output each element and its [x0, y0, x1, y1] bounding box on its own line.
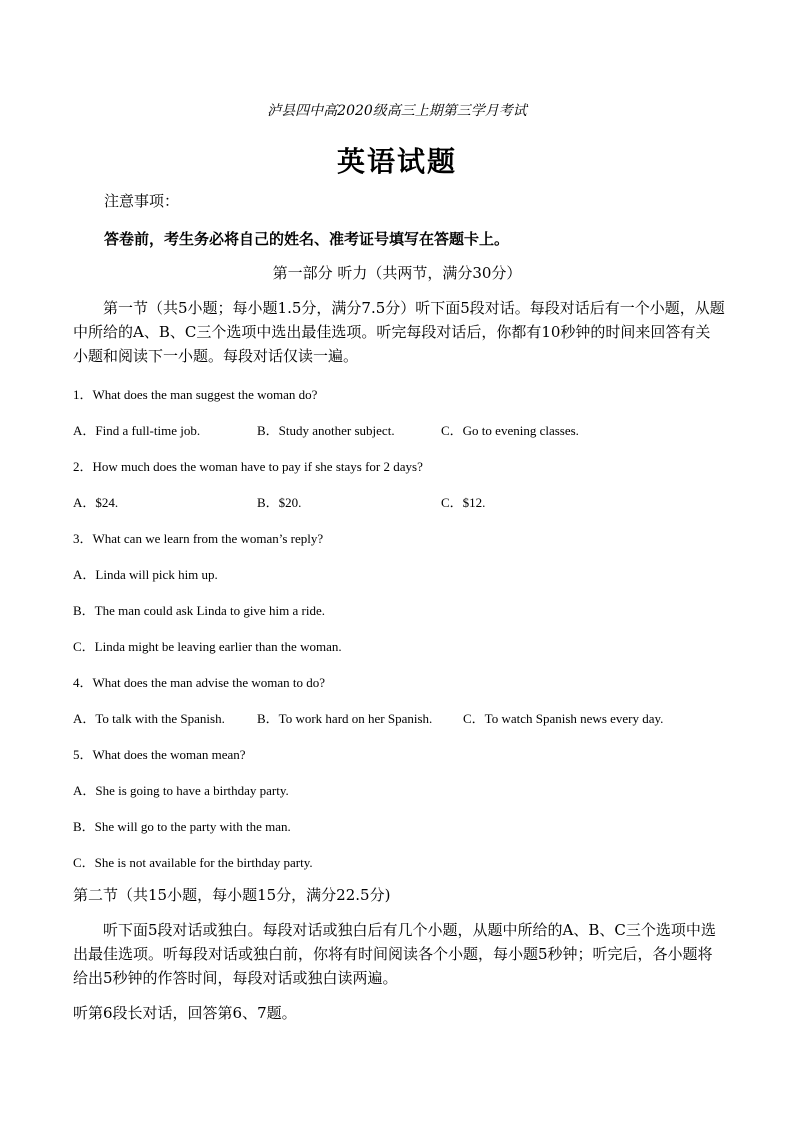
question-4-option-b[interactable]: B．To work hard on her Spanish. [257, 711, 433, 726]
exam-title: 英语试题 [336, 145, 457, 178]
question-2-stem: 2．How much does the woman have to pay if she stays for 2 days? [73, 459, 423, 474]
question-3-option-c[interactable]: C．Linda might be leaving earlier than the woman. [73, 639, 342, 654]
question-4-option-c[interactable]: C．To watch Spanish news every day. [463, 711, 664, 726]
question-5-option-a[interactable]: A．She is going to have a birthday party. [73, 783, 289, 798]
section1-intro: 第一节（共5小题；每小题1.5分，满分7.5分）听下面5段对话。每段对话后有一个小题，从题中所给的A、B、C三个选项中选出最佳选项。听完每段对话后，你都有10秒钟的时间来回答有关小题和阅读下一小题。每段对话仅读一遍。 [73, 299, 725, 365]
question-4-option-a[interactable]: A．To talk with the Spanish. [73, 711, 225, 726]
question-1-option-b[interactable]: B．Study another subject. [257, 423, 395, 438]
question-3-option-a[interactable]: A．Linda will pick him up. [73, 567, 218, 582]
exam-subtitle: 泸县四中高2020级高三上期第三学月考试 [267, 103, 527, 119]
question-3-option-b[interactable]: B．The man could ask Linda to give him a ride. [73, 603, 325, 618]
question-4-stem: 4．What does the man advise the woman to do? [73, 675, 325, 690]
question-5-option-b[interactable]: B．She will go to the party with the man. [73, 819, 291, 834]
question-2-option-c[interactable]: C．$12. [441, 495, 486, 510]
question-3-stem: 3．What can we learn from the woman’s reply? [73, 531, 324, 546]
part1-heading: 第一部分 听力（共两节，满分30分） [272, 264, 522, 282]
question-1-option-a[interactable]: A．Find a full-time job. [73, 423, 201, 438]
section2-intro: 听下面5段对话或独白。每段对话或独白后有几个小题，从题中所给的A、B、C三个选项中选出最佳选项。听每段对话或独白前，你将有时间阅读各个小题，每小题5秒钟；听完后，各小题将给出5秒钟的作答时间，每段对话或独白读两遍。 [73, 921, 716, 987]
notice-heading: 注意事项： [104, 192, 180, 210]
question-2-option-a[interactable]: A．$24. [73, 495, 119, 510]
question-5-option-c[interactable]: C．She is not available for the birthday party. [73, 855, 313, 870]
section2-instruction: 听第6段长对话，回答第6、7题。 [73, 1004, 297, 1022]
notice-text: 答卷前，考生务必将自己的姓名、准考证号填写在答题卡上。 [104, 230, 510, 248]
question-1-option-c[interactable]: C．Go to evening classes. [441, 423, 579, 438]
question-5-stem: 5．What does the woman mean? [73, 747, 246, 762]
question-2-option-b[interactable]: B．$20. [257, 495, 302, 510]
section2-heading: 第二节（共15小题，每小题15分，满分22.5分) [73, 886, 391, 904]
question-1-stem: 1．What does the man suggest the woman do? [73, 387, 318, 402]
